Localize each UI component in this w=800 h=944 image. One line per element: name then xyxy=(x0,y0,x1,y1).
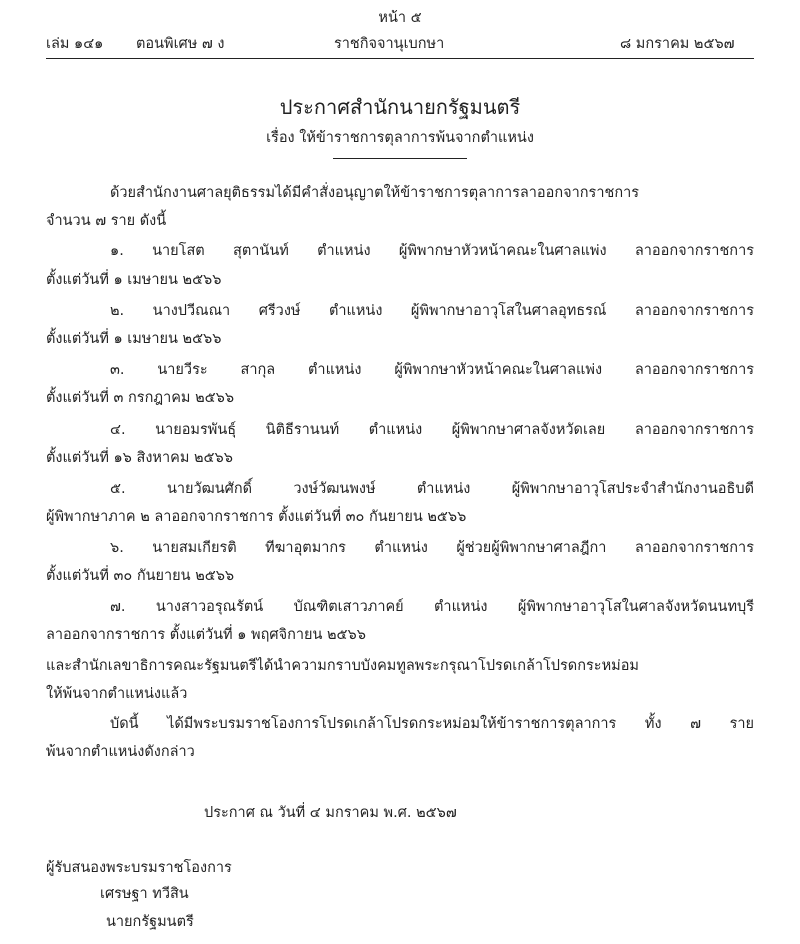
announcement-date: ประกาศ ณ วันที่ ๔ มกราคม พ.ศ. ๒๕๖๗ xyxy=(204,805,457,821)
list-item-cont: ตั้งแต่วันที่ ๓๐ กันยายน ๒๕๖๖ xyxy=(46,568,235,584)
royal-command-paragraph: บัดนี้ ได้มีพระบรมราชโองการโปรดเกล้าโปรดกระหม่อมให้ข้าราชการตุลาการ ทั้ง ๗ ราย xyxy=(110,716,754,732)
list-item-cont: ตั้งแต่วันที่ ๓ กรกฎาคม ๒๕๖๖ xyxy=(46,390,235,406)
list-item: ๗. นางสาวอรุณรัตน์ บัณฑิตเสาวภาคย์ ตำแหน่ง ผู้พิพากษาอาวุโสในศาลจังหวัดนนทบุรี xyxy=(110,599,754,615)
intro-paragraph: ด้วยสำนักงานศาลยุติธรรมได้มีคำสั่งอนุญาตให้ข้าราชการตุลาการลาออกจากราชการ xyxy=(110,185,640,201)
countersign-label: ผู้รับสนองพระบรมราชโองการ xyxy=(46,860,232,876)
list-item: ๑. นายโสต สุตานันท์ ตำแหน่ง ผู้พิพากษาหัวหน้าคณะในศาลแพ่ง ลาออกจากราชการ xyxy=(110,243,754,259)
cabinet-paragraph: และสำนักเลขาธิการคณะรัฐมนตรีได้นำความกราบบังคมทูลพระกรุณาโปรดเกล้าโปรดกระหม่อม xyxy=(46,658,639,674)
gazette-section: ตอนพิเศษ ๗ ง xyxy=(136,36,225,52)
gazette-name: ราชกิจจานุเบกษา xyxy=(334,36,445,52)
list-item: ๔. นายอมรพันธุ์ นิติธีรานนท์ ตำแหน่ง ผู้พิพากษาศาลจังหวัดเลย ลาออกจากราชการ xyxy=(110,422,754,438)
gazette-date: ๘ มกราคม ๒๕๖๗ xyxy=(620,36,735,52)
list-item: ๕. นายวัฒนศักดิ์ วงษ์วัฒนพงษ์ ตำแหน่ง ผู้พิพากษาอาวุโสประจำสำนักงานอธิบดี xyxy=(110,481,754,497)
list-item-cont: ตั้งแต่วันที่ ๑๖ สิงหาคม ๒๕๖๖ xyxy=(46,450,233,466)
list-item: ๖. นายสมเกียรติ ทีฆาอุตมากร ตำแหน่ง ผู้ช่วยผู้พิพากษาศาลฎีกา ลาออกจากราชการ xyxy=(110,540,754,556)
list-item-cont: ลาออกจากราชการ ตั้งแต่วันที่ ๑ พฤศจิกายน ๒๕๖๖ xyxy=(46,627,366,643)
list-item-cont: ตั้งแต่วันที่ ๑ เมษายน ๒๕๖๖ xyxy=(46,272,222,288)
signatory-name: เศรษฐา ทวีสิน xyxy=(100,886,189,902)
signatory-title: นายกรัฐมนตรี xyxy=(106,914,194,930)
list-item: ๒. นางปวีณณา ศรีวงษ์ ตำแหน่ง ผู้พิพากษาอาวุโสในศาลอุทธรณ์ ลาออกจากราชการ xyxy=(110,303,754,319)
royal-command-paragraph-cont: พ้นจากตำแหน่งดังกล่าว xyxy=(46,744,195,760)
cabinet-paragraph-cont: ให้พ้นจากตำแหน่งแล้ว xyxy=(46,686,188,702)
list-item-cont: ตั้งแต่วันที่ ๑ เมษายน ๒๕๖๖ xyxy=(46,331,222,347)
announcement-subject: เรื่อง ให้ข้าราชการตุลาการพ้นจากตำแหน่ง xyxy=(266,130,534,146)
page-number: หน้า ๕ xyxy=(378,10,422,26)
gazette-volume: เล่ม ๑๔๑ xyxy=(46,36,104,52)
list-item-cont: ผู้พิพากษาภาค ๒ ลาออกจากราชการ ตั้งแต่วันที่ ๓๐ กันยายน ๒๕๖๖ xyxy=(46,509,467,525)
list-item: ๓. นายวีระ สากุล ตำแหน่ง ผู้พิพากษาหัวหน้าคณะในศาลแพ่ง ลาออกจากราชการ xyxy=(110,362,754,378)
announcement-title: ประกาศสำนักนายกรัฐมนตรี xyxy=(279,95,521,119)
title-divider xyxy=(333,158,467,159)
header-divider xyxy=(46,58,754,59)
intro-paragraph-cont: จำนวน ๗ ราย ดังนี้ xyxy=(46,213,167,229)
